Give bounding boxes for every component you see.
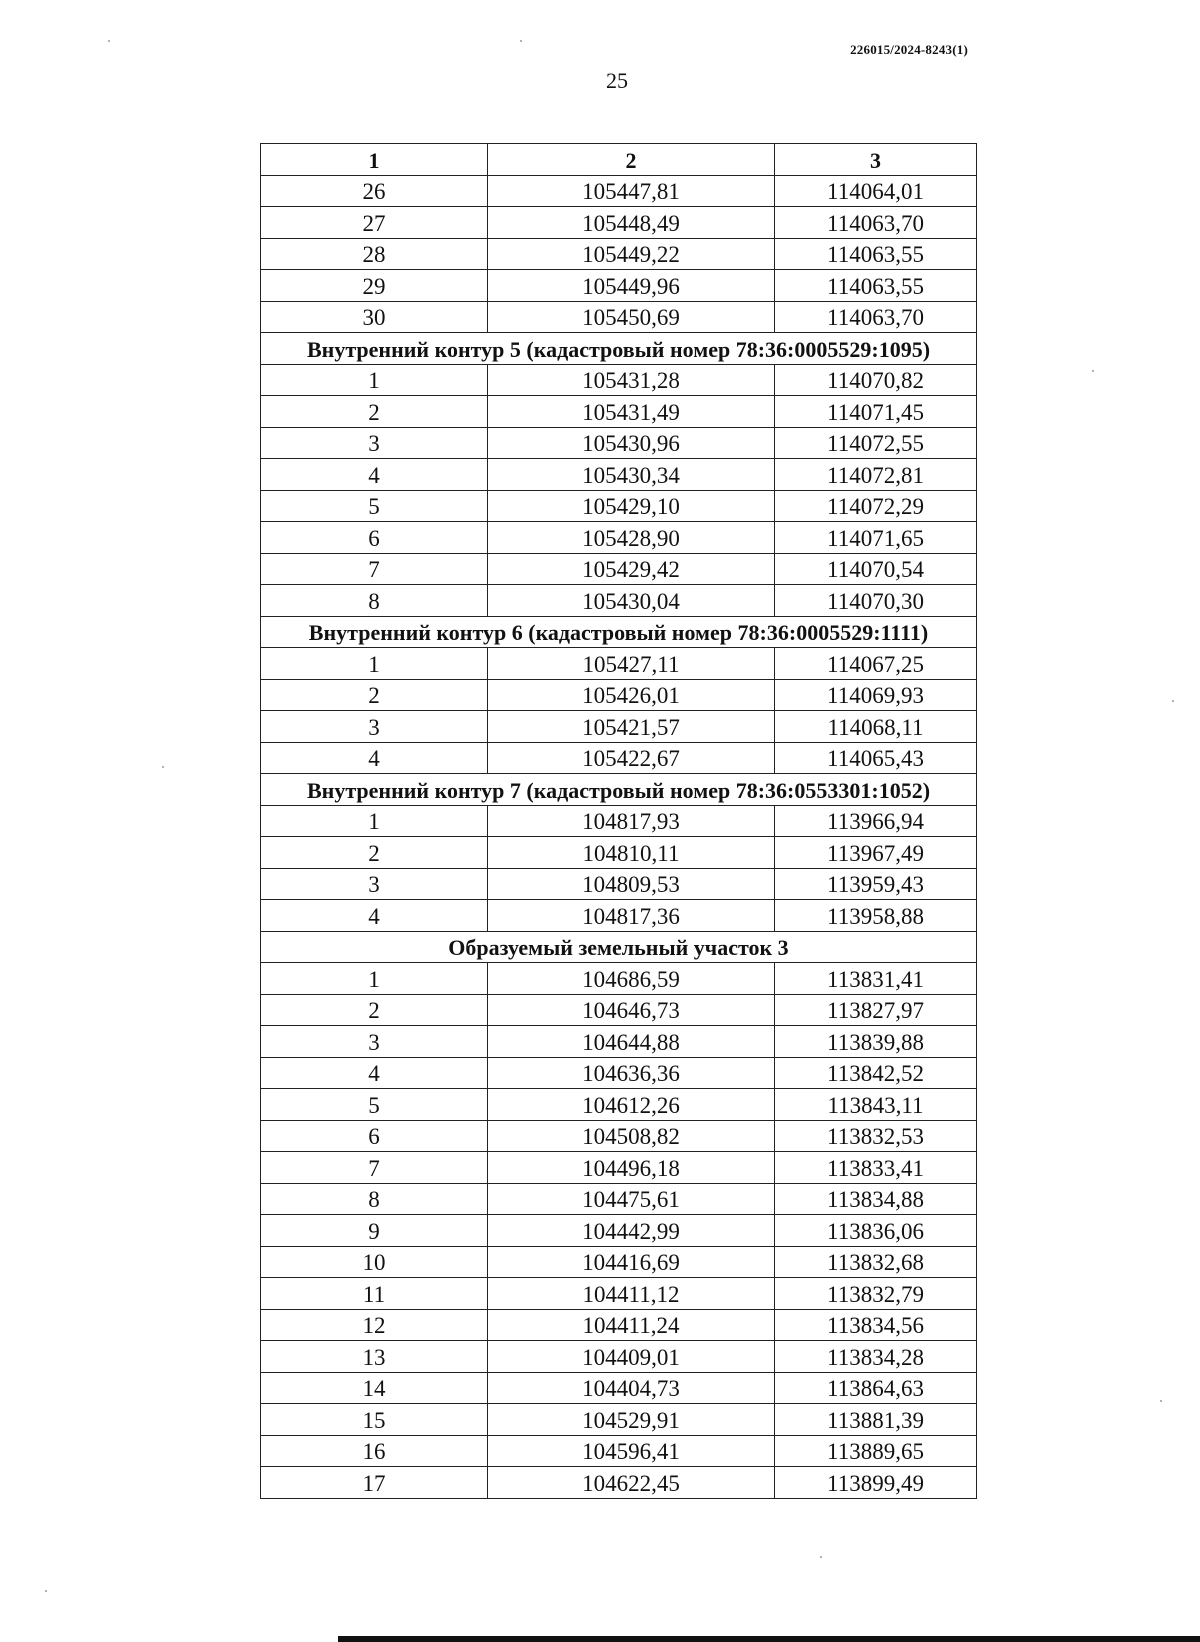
point-number-cell: 2 bbox=[261, 396, 488, 428]
y-coordinate-cell: 113827,97 bbox=[775, 994, 977, 1026]
y-coordinate-cell: 114065,43 bbox=[775, 742, 977, 774]
point-number-cell: 1 bbox=[261, 805, 488, 837]
column-header-point: 1 bbox=[261, 144, 488, 176]
table-row bbox=[261, 522, 977, 554]
table-row bbox=[261, 679, 977, 711]
x-coordinate-cell: 104686,59 bbox=[488, 963, 775, 995]
x-coordinate-cell: 105429,42 bbox=[488, 553, 775, 585]
y-coordinate-cell: 113966,94 bbox=[775, 805, 977, 837]
y-coordinate-cell: 113881,39 bbox=[775, 1404, 977, 1436]
y-coordinate-cell: 113836,06 bbox=[775, 1215, 977, 1247]
point-number-cell: 5 bbox=[261, 490, 488, 522]
y-coordinate-cell: 113832,79 bbox=[775, 1278, 977, 1310]
y-coordinate-cell: 113967,49 bbox=[775, 837, 977, 869]
table-row bbox=[261, 1026, 977, 1058]
section-row bbox=[261, 333, 977, 365]
section-title: Внутренний контур 5 (кадастровый номер 78:36:0005529:1095) bbox=[261, 333, 977, 365]
table-row bbox=[261, 1152, 977, 1184]
point-number-cell: 8 bbox=[261, 585, 488, 617]
point-number-cell: 6 bbox=[261, 522, 488, 554]
y-coordinate-cell: 114072,81 bbox=[775, 459, 977, 491]
y-coordinate-cell: 113843,11 bbox=[775, 1089, 977, 1121]
table-row bbox=[261, 1215, 977, 1247]
point-number-cell: 4 bbox=[261, 1057, 488, 1089]
section-title: Образуемый земельный участок 3 bbox=[261, 931, 977, 963]
x-coordinate-cell: 104416,69 bbox=[488, 1246, 775, 1278]
x-coordinate-cell: 105422,67 bbox=[488, 742, 775, 774]
section-row bbox=[261, 774, 977, 806]
x-coordinate-cell: 105449,22 bbox=[488, 238, 775, 270]
scan-speck bbox=[162, 766, 164, 768]
table-row bbox=[261, 175, 977, 207]
x-coordinate-cell: 104409,01 bbox=[488, 1341, 775, 1373]
table-header-row bbox=[261, 144, 977, 176]
table-row bbox=[261, 963, 977, 995]
scan-speck bbox=[520, 40, 522, 42]
y-coordinate-cell: 114070,30 bbox=[775, 585, 977, 617]
x-coordinate-cell: 104810,11 bbox=[488, 837, 775, 869]
table-row bbox=[261, 1404, 977, 1436]
scan-speck bbox=[820, 1556, 822, 1558]
point-number-cell: 7 bbox=[261, 553, 488, 585]
table-row bbox=[261, 711, 977, 743]
point-number-cell: 7 bbox=[261, 1152, 488, 1184]
scan-speck bbox=[108, 40, 110, 42]
table-row bbox=[261, 805, 977, 837]
table-row bbox=[261, 301, 977, 333]
x-coordinate-cell: 105450,69 bbox=[488, 301, 775, 333]
x-coordinate-cell: 104529,91 bbox=[488, 1404, 775, 1436]
point-number-cell: 3 bbox=[261, 868, 488, 900]
y-coordinate-cell: 114064,01 bbox=[775, 175, 977, 207]
y-coordinate-cell: 114067,25 bbox=[775, 648, 977, 680]
y-coordinate-cell: 113864,63 bbox=[775, 1372, 977, 1404]
table-row bbox=[261, 1246, 977, 1278]
y-coordinate-cell: 114070,82 bbox=[775, 364, 977, 396]
point-number-cell: 1 bbox=[261, 963, 488, 995]
y-coordinate-cell: 113958,88 bbox=[775, 900, 977, 932]
point-number-cell: 2 bbox=[261, 994, 488, 1026]
y-coordinate-cell: 113831,41 bbox=[775, 963, 977, 995]
table-row bbox=[261, 427, 977, 459]
table-row bbox=[261, 459, 977, 491]
y-coordinate-cell: 114072,29 bbox=[775, 490, 977, 522]
table-row bbox=[261, 490, 977, 522]
point-number-cell: 14 bbox=[261, 1372, 488, 1404]
y-coordinate-cell: 114063,55 bbox=[775, 238, 977, 270]
y-coordinate-cell: 114063,70 bbox=[775, 301, 977, 333]
x-coordinate-cell: 104817,36 bbox=[488, 900, 775, 932]
y-coordinate-cell: 114063,55 bbox=[775, 270, 977, 302]
table-row bbox=[261, 1372, 977, 1404]
point-number-cell: 4 bbox=[261, 742, 488, 774]
scan-speck bbox=[45, 1590, 47, 1592]
y-coordinate-cell: 113832,53 bbox=[775, 1120, 977, 1152]
point-number-cell: 16 bbox=[261, 1435, 488, 1467]
point-number-cell: 3 bbox=[261, 711, 488, 743]
point-number-cell: 28 bbox=[261, 238, 488, 270]
point-number-cell: 17 bbox=[261, 1467, 488, 1499]
section-title: Внутренний контур 6 (кадастровый номер 78:36:0005529:1111) bbox=[261, 616, 977, 648]
table-row bbox=[261, 553, 977, 585]
table-body bbox=[261, 175, 977, 1498]
y-coordinate-cell: 113839,88 bbox=[775, 1026, 977, 1058]
section-row bbox=[261, 931, 977, 963]
y-coordinate-cell: 113842,52 bbox=[775, 1057, 977, 1089]
y-coordinate-cell: 113899,49 bbox=[775, 1467, 977, 1499]
y-coordinate-cell: 114068,11 bbox=[775, 711, 977, 743]
point-number-cell: 13 bbox=[261, 1341, 488, 1373]
x-coordinate-cell: 105428,90 bbox=[488, 522, 775, 554]
table-row bbox=[261, 648, 977, 680]
point-number-cell: 1 bbox=[261, 648, 488, 680]
table-row bbox=[261, 742, 977, 774]
y-coordinate-cell: 114071,45 bbox=[775, 396, 977, 428]
scan-speck bbox=[1092, 370, 1094, 372]
column-header-y: 3 bbox=[775, 144, 977, 176]
section-row bbox=[261, 616, 977, 648]
x-coordinate-cell: 105430,04 bbox=[488, 585, 775, 617]
table-row bbox=[261, 1467, 977, 1499]
x-coordinate-cell: 104612,26 bbox=[488, 1089, 775, 1121]
y-coordinate-cell: 113834,56 bbox=[775, 1309, 977, 1341]
point-number-cell: 11 bbox=[261, 1278, 488, 1310]
table-row bbox=[261, 238, 977, 270]
x-coordinate-cell: 104596,41 bbox=[488, 1435, 775, 1467]
x-coordinate-cell: 104508,82 bbox=[488, 1120, 775, 1152]
table-row bbox=[261, 1120, 977, 1152]
table-row bbox=[261, 364, 977, 396]
point-number-cell: 6 bbox=[261, 1120, 488, 1152]
point-number-cell: 29 bbox=[261, 270, 488, 302]
x-coordinate-cell: 105448,49 bbox=[488, 207, 775, 239]
x-coordinate-cell: 105449,96 bbox=[488, 270, 775, 302]
x-coordinate-cell: 105429,10 bbox=[488, 490, 775, 522]
x-coordinate-cell: 104809,53 bbox=[488, 868, 775, 900]
point-number-cell: 8 bbox=[261, 1183, 488, 1215]
point-number-cell: 26 bbox=[261, 175, 488, 207]
x-coordinate-cell: 105426,01 bbox=[488, 679, 775, 711]
table-row bbox=[261, 1057, 977, 1089]
column-header-x: 2 bbox=[488, 144, 775, 176]
table-row bbox=[261, 585, 977, 617]
x-coordinate-cell: 104817,93 bbox=[488, 805, 775, 837]
table-row bbox=[261, 1341, 977, 1373]
x-coordinate-cell: 105430,96 bbox=[488, 427, 775, 459]
table-row bbox=[261, 1089, 977, 1121]
table-row bbox=[261, 207, 977, 239]
y-coordinate-cell: 113959,43 bbox=[775, 868, 977, 900]
point-number-cell: 15 bbox=[261, 1404, 488, 1436]
y-coordinate-cell: 114071,65 bbox=[775, 522, 977, 554]
table-row bbox=[261, 270, 977, 302]
y-coordinate-cell: 114070,54 bbox=[775, 553, 977, 585]
y-coordinate-cell: 113832,68 bbox=[775, 1246, 977, 1278]
x-coordinate-cell: 104411,12 bbox=[488, 1278, 775, 1310]
scan-speck bbox=[1172, 700, 1174, 702]
y-coordinate-cell: 114069,93 bbox=[775, 679, 977, 711]
x-coordinate-cell: 104496,18 bbox=[488, 1152, 775, 1184]
table-row bbox=[261, 1183, 977, 1215]
point-number-cell: 2 bbox=[261, 837, 488, 869]
point-number-cell: 5 bbox=[261, 1089, 488, 1121]
y-coordinate-cell: 113834,88 bbox=[775, 1183, 977, 1215]
point-number-cell: 12 bbox=[261, 1309, 488, 1341]
x-coordinate-cell: 104475,61 bbox=[488, 1183, 775, 1215]
x-coordinate-cell: 105430,34 bbox=[488, 459, 775, 491]
table-row bbox=[261, 868, 977, 900]
point-number-cell: 4 bbox=[261, 900, 488, 932]
y-coordinate-cell: 114072,55 bbox=[775, 427, 977, 459]
y-coordinate-cell: 113833,41 bbox=[775, 1152, 977, 1184]
x-coordinate-cell: 105431,28 bbox=[488, 364, 775, 396]
y-coordinate-cell: 114063,70 bbox=[775, 207, 977, 239]
table-row bbox=[261, 994, 977, 1026]
table-row bbox=[261, 1309, 977, 1341]
point-number-cell: 3 bbox=[261, 427, 488, 459]
section-title: Внутренний контур 7 (кадастровый номер 78:36:0553301:1052) bbox=[261, 774, 977, 806]
table-row bbox=[261, 1278, 977, 1310]
point-number-cell: 9 bbox=[261, 1215, 488, 1247]
x-coordinate-cell: 104442,99 bbox=[488, 1215, 775, 1247]
table-row bbox=[261, 900, 977, 932]
scan-edge-line bbox=[338, 1636, 1200, 1642]
point-number-cell: 1 bbox=[261, 364, 488, 396]
point-number-cell: 3 bbox=[261, 1026, 488, 1058]
x-coordinate-cell: 105431,49 bbox=[488, 396, 775, 428]
table-row bbox=[261, 837, 977, 869]
x-coordinate-cell: 104411,24 bbox=[488, 1309, 775, 1341]
y-coordinate-cell: 113834,28 bbox=[775, 1341, 977, 1373]
scan-speck bbox=[1160, 1400, 1162, 1402]
x-coordinate-cell: 105447,81 bbox=[488, 175, 775, 207]
x-coordinate-cell: 104622,45 bbox=[488, 1467, 775, 1499]
x-coordinate-cell: 105421,57 bbox=[488, 711, 775, 743]
point-number-cell: 30 bbox=[261, 301, 488, 333]
x-coordinate-cell: 104646,73 bbox=[488, 994, 775, 1026]
table-row bbox=[261, 396, 977, 428]
y-coordinate-cell: 113889,65 bbox=[775, 1435, 977, 1467]
coordinates-table bbox=[260, 143, 977, 1499]
x-coordinate-cell: 105427,11 bbox=[488, 648, 775, 680]
table-row bbox=[261, 1435, 977, 1467]
point-number-cell: 2 bbox=[261, 679, 488, 711]
point-number-cell: 4 bbox=[261, 459, 488, 491]
x-coordinate-cell: 104636,36 bbox=[488, 1057, 775, 1089]
page-number: 25 bbox=[606, 68, 628, 93]
point-number-cell: 27 bbox=[261, 207, 488, 239]
x-coordinate-cell: 104644,88 bbox=[488, 1026, 775, 1058]
x-coordinate-cell: 104404,73 bbox=[488, 1372, 775, 1404]
point-number-cell: 10 bbox=[261, 1246, 488, 1278]
document-id: 226015/2024-8243(1) bbox=[850, 42, 968, 57]
